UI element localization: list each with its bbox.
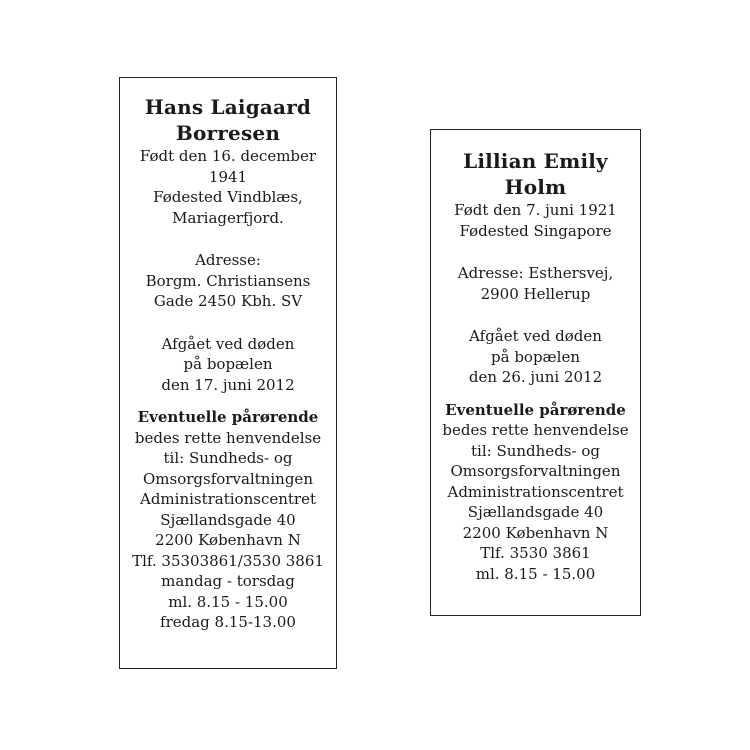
contact-details: bedes rette henvendelse til: Sundheds- og Omsorgsforvaltningen Administrationscentret Sjællandsgade 40 2200 København N Tlf. 3530 3861 ml. 8.15 - 15.00: [442, 421, 629, 583]
address-details: Adresse: Borgm. Christiansens Gade 2450 Kbh. SV: [145, 251, 311, 310]
contact-details: bedes rette henvendelse til: Sundheds- og Omsorgsforvaltningen Administrationscentret Sjællandsgade 40 2200 København N Tlf. 35303861/3530 3861 mandag - torsdag ml. 8.15 - 15.00 fredag 8.15-13.00: [132, 428, 324, 631]
birth-details: Født den 7. juni 1921 Fødested Singapore: [454, 201, 617, 240]
death-notice-lillian-holm: [430, 129, 641, 616]
death-details: Afgået ved døden på bopælen den 26. juni 2012: [468, 327, 603, 386]
deceased-name: Hans Laigaard Borresen: [144, 95, 312, 145]
address-details: Adresse: Esthersvej, 2900 Hellerup: [457, 264, 614, 303]
death-notice-hans-borresen: [119, 77, 337, 669]
birth-details: Født den 16. december 1941 Fødested Vindblæs, Mariagerfjord.: [139, 147, 317, 227]
contact-heading: Eventuelle pårørende: [445, 400, 626, 419]
deceased-name: Lillian Emily Holm: [463, 149, 608, 199]
death-details: Afgået ved døden på bopælen den 17. juni 2012: [161, 334, 295, 394]
contact-heading: Eventuelle pårørende: [137, 408, 319, 426]
